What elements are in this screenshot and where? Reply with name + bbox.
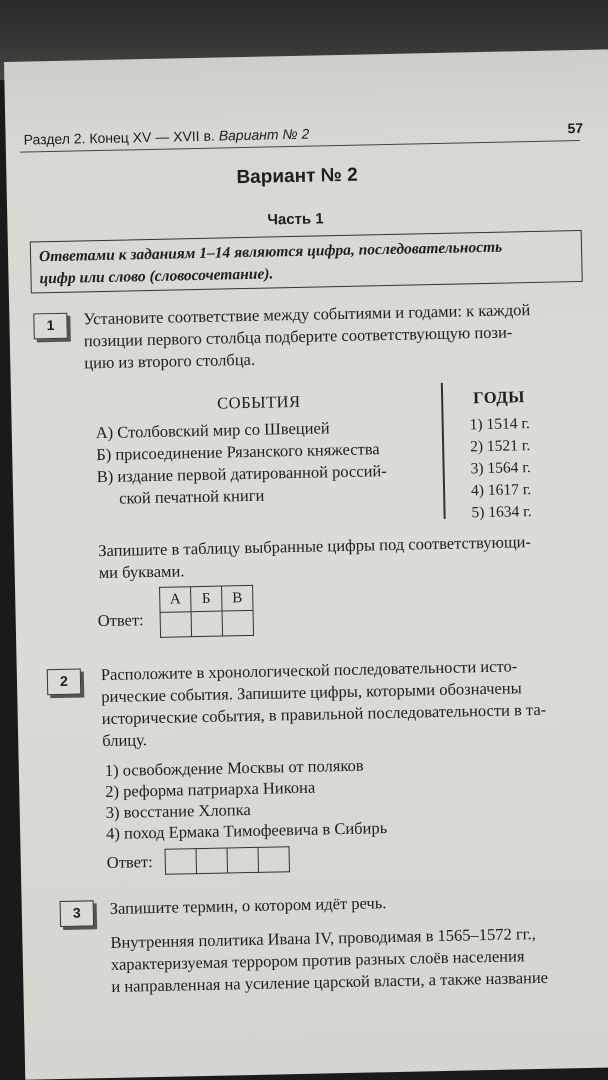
answer-label-2: Ответ:	[106, 852, 153, 873]
answer-cell[interactable]	[196, 848, 228, 874]
task-number-3: 3	[60, 900, 95, 927]
list-item: 4) поход Ермака Тимофеевича в Сибирь	[105, 818, 388, 844]
letter-b: Б	[191, 586, 223, 612]
years-header: ГОДЫ	[472, 387, 525, 408]
text-line: Внутренняя политика Ивана IV, проводимая в 1565–1572 гг.,	[110, 924, 537, 952]
running-header	[23, 126, 309, 148]
list-item: 3) восстание Хлопка	[105, 799, 251, 823]
list-item: 2) реформа патриарха Никона	[105, 777, 316, 802]
event-item: А) Столбовский мир со Швецией	[95, 418, 330, 443]
task1-write	[98, 530, 599, 584]
section-title: Раздел 2. Конец XV — XVII в.	[23, 127, 215, 148]
year-item: 1) 1514 г.	[469, 415, 531, 434]
task3-body	[110, 921, 608, 997]
year-item: 2) 1521 г.	[469, 437, 531, 456]
task-number-1: 1	[33, 313, 68, 340]
instruction-line: Ответами к заданиям 1–14 являются цифра, последовательность	[38, 238, 503, 266]
book-page	[4, 49, 608, 1079]
events-header: СОБЫТИЯ	[216, 391, 301, 413]
list-item: 1) освобождение Москвы от поляков	[104, 755, 364, 781]
task2-items	[105, 754, 388, 844]
task2-text	[101, 654, 603, 752]
letter-v: В	[222, 585, 254, 611]
instruction-line: цифр или слово (словосочетание).	[39, 265, 274, 288]
column-divider	[441, 383, 445, 519]
text-line: ми буквами.	[98, 561, 185, 583]
answer-cell[interactable]	[191, 611, 223, 637]
answer-cell[interactable]	[160, 612, 192, 638]
year-item: 4) 1617 г.	[470, 481, 532, 500]
event-item: Б) присоединение Рязанского княжества	[96, 439, 380, 465]
instruction-box	[30, 230, 583, 294]
page-number: 57	[567, 119, 584, 137]
answer-cell[interactable]	[227, 847, 259, 873]
text-line: характеризуемая террором против разных слоёв населения	[110, 946, 525, 974]
text-line: рические события. Запишите цифры, которыми обозначены	[101, 678, 522, 707]
answer-cell[interactable]	[165, 849, 197, 875]
task3-text: Запишите термин, о котором идёт речь.	[109, 893, 387, 918]
event-item: ской печатной книги	[118, 485, 265, 508]
text-line: Установите соответствие между событиями и годами: к каждой	[83, 300, 531, 329]
answer-cell[interactable]	[258, 847, 290, 873]
answer-table-1	[159, 585, 254, 638]
answer-cells-2	[165, 846, 291, 875]
year-item: 5) 1634 г.	[471, 503, 532, 522]
part-title: Часть 1	[267, 210, 324, 229]
years-list	[469, 413, 531, 524]
text-line: позиции первого столбца подберите соответствующую пози-	[83, 322, 513, 351]
answer-label: Ответ:	[97, 610, 144, 631]
text-line: блицу.	[102, 730, 148, 751]
text-line: цию из второго столбца.	[84, 349, 256, 373]
variant-title: Вариант № 2	[236, 164, 358, 189]
answer-cell[interactable]	[222, 610, 254, 636]
task1-text	[83, 298, 594, 375]
variant-label: Вариант № 2	[218, 125, 310, 144]
events-list	[96, 415, 438, 510]
text-line: Запишите в таблицу выбранные цифры под соответствующи-	[98, 532, 532, 561]
text-line: исторические события, в правильной последовательности в та-	[101, 699, 547, 729]
event-item: В) издание первой датированной россий-	[96, 461, 387, 487]
task-number-2: 2	[47, 669, 82, 696]
text-line: и направленная на усиление царской власти, а также название	[111, 967, 549, 996]
text-line: Расположите в хронологической последовательности исто-	[100, 656, 518, 685]
letter-a: А	[160, 587, 192, 613]
year-item: 3) 1564 г.	[470, 459, 531, 478]
